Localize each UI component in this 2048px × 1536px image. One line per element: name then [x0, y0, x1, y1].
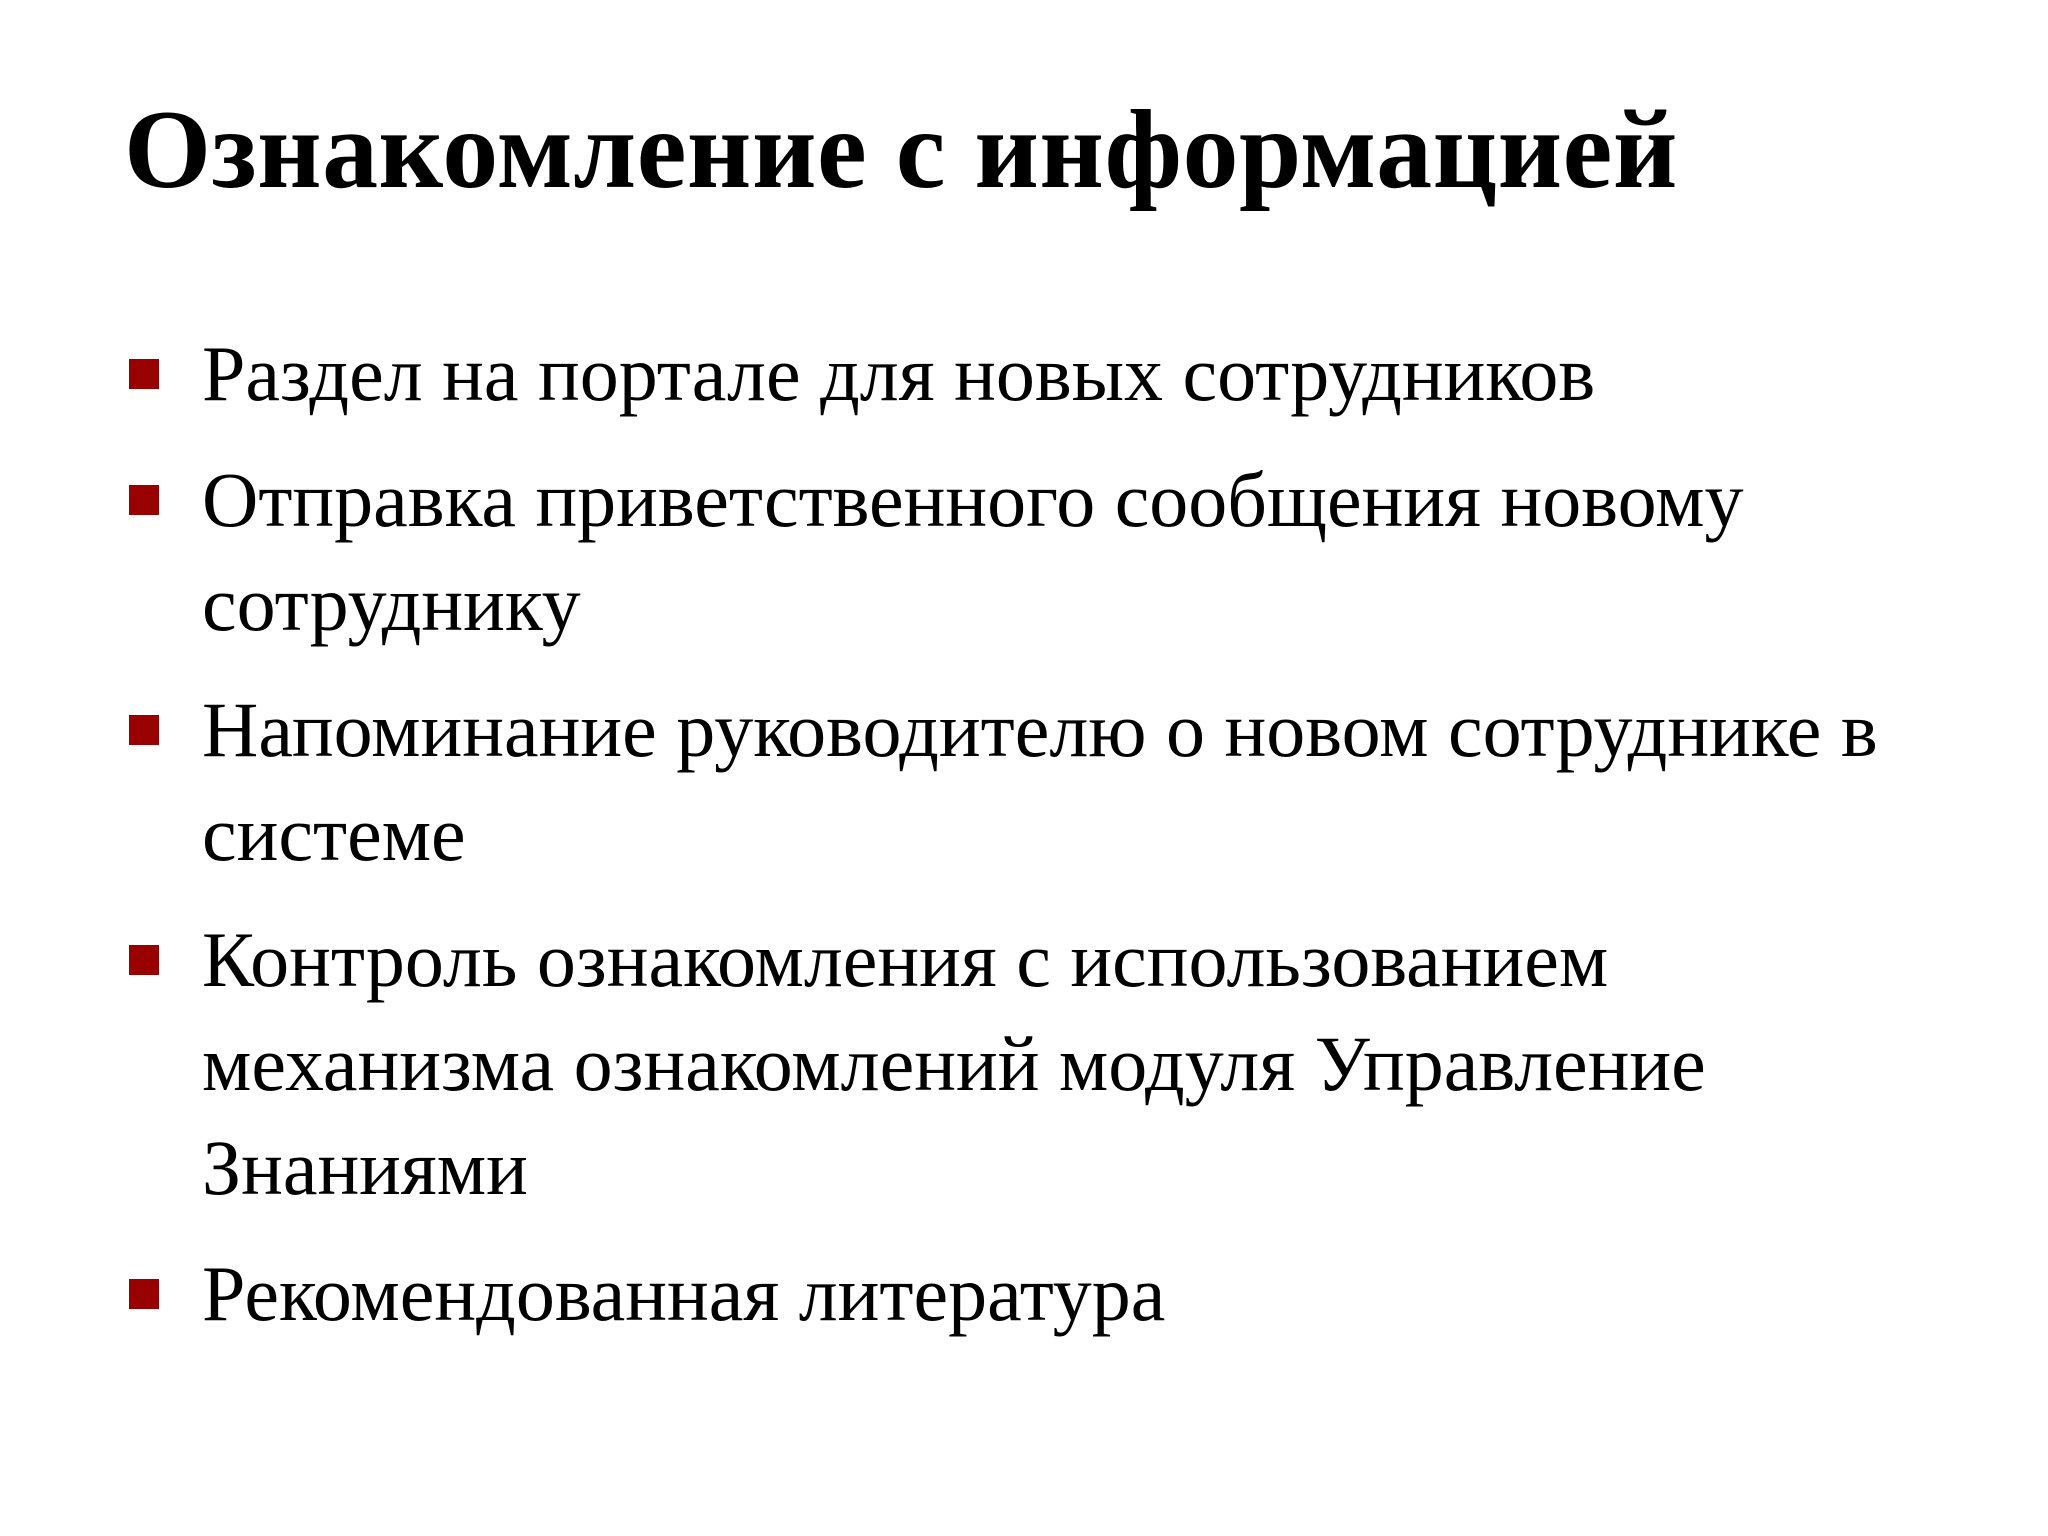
- square-bullet-icon: [129, 715, 159, 745]
- bullet-text: Напоминание руководителю о новом сотруднике в системе: [202, 686, 1878, 877]
- bullet-item: [124, 1242, 1924, 1346]
- bullet-text: Рекомендованная литература: [202, 1250, 1166, 1337]
- square-bullet-icon: [129, 359, 159, 389]
- bullet-item: [124, 678, 1924, 886]
- square-bullet-icon: [129, 1279, 159, 1309]
- bullet-text: Контроль ознакомления с использованием механизма ознакомлений модуля Управление Знаниями: [202, 916, 1706, 1211]
- bullet-list: [124, 322, 1924, 1368]
- bullet-text: Раздел на портале для новых сотрудников: [202, 330, 1596, 417]
- square-bullet-icon: [129, 485, 159, 515]
- bullet-item: [124, 908, 1924, 1220]
- square-bullet-icon: [129, 945, 159, 975]
- slide-title: Ознакомление с информацией: [124, 88, 1678, 212]
- bullet-item: [124, 322, 1924, 426]
- bullet-item: [124, 448, 1924, 656]
- bullet-text: Отправка приветственного сообщения новому сотруднику: [202, 456, 1744, 647]
